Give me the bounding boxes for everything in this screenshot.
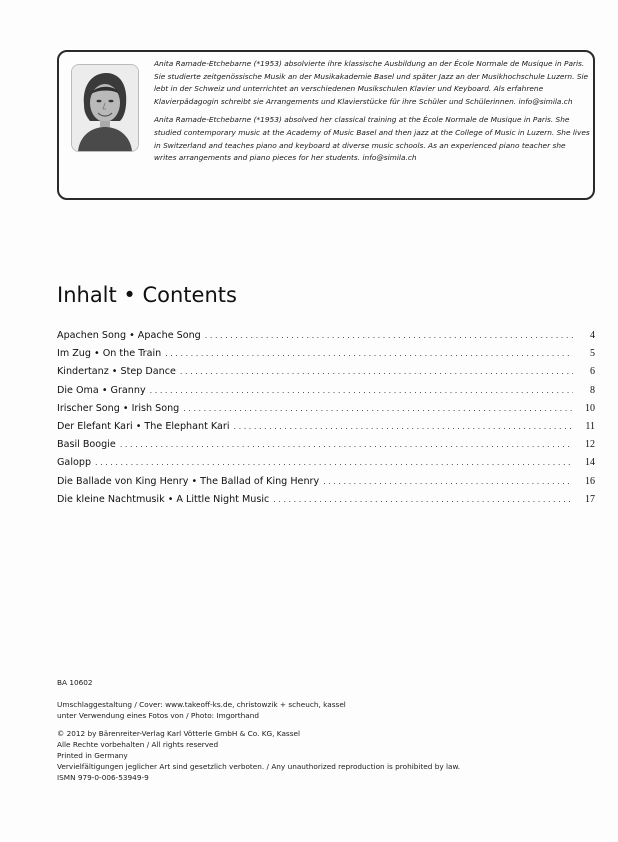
- toc-dot-leader: [120, 440, 573, 449]
- toc-entry-title: Galopp: [57, 457, 92, 469]
- bio-english: Anita Ramade-Etchebarne (*1953) absolved her classical training at the École Normale de Musique in Paris. She studied contemporary music at the Academy of Music Basel and then jazz at the College of Music in Luzern. She lives in Switzerland and teaches piano and keyboard at diverse music schools. As an experienced piano teacher she writes arrangements and piano pieces for her students. info@simila.ch: [154, 115, 590, 163]
- toc-dot-leader: [180, 367, 573, 376]
- copyright-notice: © 2012 by Bärenreiter-Verlag Karl Vötterle GmbH & Co. KG, Kassel: [57, 728, 301, 738]
- toc-entry: [57, 348, 595, 366]
- bio-german: Anita Ramade-Etchebarne (*1953) absolvierte ihre klassische Ausbildung an der École Normale de Musique in Paris. Sie studierte zeitgenössische Musik an der Musikakademie Basel und später Jazz an der Musikhochschule Luzern. Sie lebt in der Schweiz und unterrichtet an verschiedenen Musikschulen Klavier und Keyboard. Als erfahrene Klavierpädagogin schreibt sie Arrangements und Klavierstücke für ihre Schüler und Schülerinnen. info@simila.ch: [154, 59, 589, 106]
- imprint: [57, 677, 597, 784]
- toc-dot-leader: [183, 404, 573, 413]
- toc-entry-page: 17: [585, 493, 595, 505]
- toc-entry-page: 14: [585, 457, 595, 469]
- toc-entry-title: Apachen Song • Apache Song: [57, 330, 201, 341]
- toc-dot-leader: [95, 458, 573, 467]
- photo-credit: unter Verwendung eines Fotos von / Photo: Imgorthand: [57, 711, 260, 721]
- toc-entry-page: 12: [585, 439, 595, 451]
- toc-entry: [57, 457, 595, 475]
- toc-entry: [57, 476, 595, 494]
- contents-heading: Inhalt • Contents: [57, 283, 237, 307]
- toc-entry-title: Die kleine Nachtmusik • A Little Night Music: [57, 493, 270, 505]
- toc-entry-page: 8: [590, 384, 595, 396]
- author-bio-text: [154, 58, 590, 171]
- toc-entry-page: 11: [585, 420, 595, 432]
- toc-entry-page: 16: [585, 475, 595, 487]
- printed-in: Printed in Germany: [57, 751, 128, 761]
- ismn: ISMN 979-0-006-53949-9: [57, 773, 149, 783]
- toc-entry: [57, 366, 595, 384]
- toc-entry-title: Die Ballade von King Henry • The Ballad of King Henry: [57, 475, 320, 487]
- toc-entry-page: 5: [590, 348, 595, 360]
- toc-entry: [57, 494, 595, 512]
- toc-entry: [57, 330, 595, 348]
- toc-dot-leader: [273, 495, 573, 504]
- toc-entry-title: Im Zug • On the Train: [57, 348, 162, 360]
- toc-dot-leader: [165, 349, 573, 358]
- toc-dot-leader: [205, 331, 573, 340]
- toc-dot-leader: [234, 422, 573, 431]
- cover-credit: Umschlaggestaltung / Cover: www.takeoff-ks.de, christowzik + scheuch, kassel: [57, 700, 346, 710]
- toc-entry-title: Der Elefant Kari • The Elephant Kari: [57, 420, 230, 432]
- toc-dot-leader: [323, 477, 573, 486]
- toc-entry-title: Die Oma • Granny: [57, 384, 146, 396]
- toc-entry-title: Kindertanz • Step Dance: [57, 366, 176, 378]
- toc-entry: [57, 403, 595, 421]
- table-of-contents: [57, 330, 595, 512]
- toc-dot-leader: [150, 386, 573, 395]
- toc-entry-page: 10: [585, 402, 595, 414]
- toc-entry-title: Basil Boogie: [57, 439, 116, 451]
- toc-entry: [57, 439, 595, 457]
- toc-entry-page: 4: [590, 330, 595, 341]
- toc-entry-page: 6: [590, 366, 595, 378]
- toc-entry-title: Irischer Song • Irish Song: [57, 402, 180, 414]
- author-portrait: [71, 64, 139, 152]
- author-bio-box: [57, 50, 595, 200]
- catalog-number: BA 10602: [57, 678, 93, 687]
- toc-entry: [57, 421, 595, 439]
- toc-entry: [57, 385, 595, 403]
- reproduction-notice: Vervielfältigungen jeglicher Art sind gesetzlich verboten. / Any unauthorized reproduction is prohibited by law.: [57, 762, 461, 772]
- rights-notice: Alle Rechte vorbehalten / All rights reserved: [57, 739, 219, 749]
- author-portrait-image: [72, 65, 138, 151]
